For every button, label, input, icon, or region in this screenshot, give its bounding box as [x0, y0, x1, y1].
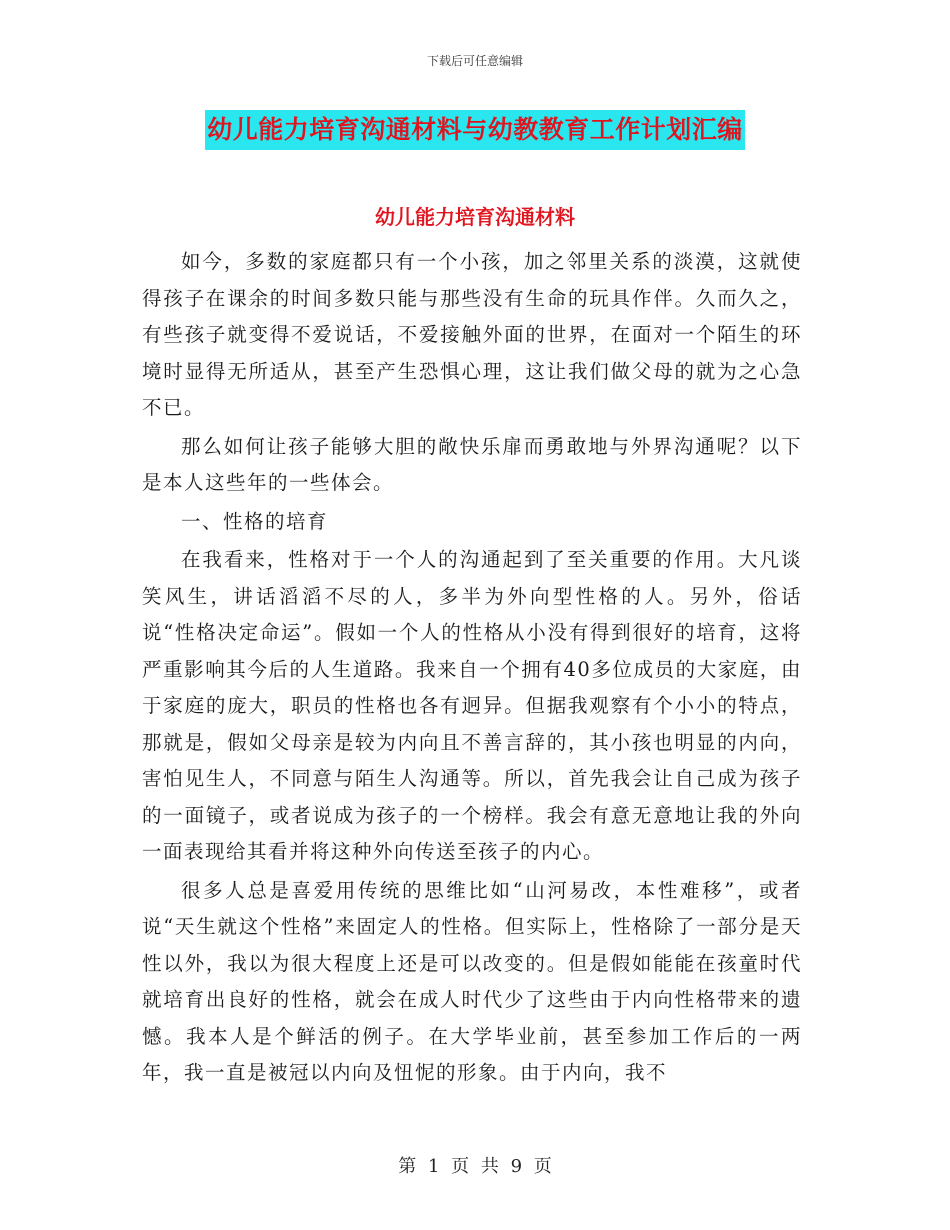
paragraph: 很多人总是喜爱用传统的思维比如“山河易改，本性难移”，或者说“天生就这个性格”来固定人的性格。但实际上，性格除了一部分是天性以外，我以为很大程度上还是可以改变的。但是假如能能在孩童时代就培育出良好的性格，就会在成人时代少了这些由于内向性格带来的遗憾。我本人是个鲜活的例子。在大学毕业前，甚至参加工作后的一两年，我一直是被冠以内向及忸怩的形象。由于内向，我不 — [142, 878, 802, 1084]
body-text — [142, 244, 802, 1094]
subheading: 一、性格的培育 — [181, 509, 329, 533]
document-title: 幼儿能力培育沟通材料与幼教教育工作计划汇编 — [205, 110, 745, 150]
paragraph: 如今，多数的家庭都只有一个小孩，加之邻里关系的淡漠，这就使得孩子在课余的时间多数只能与那些没有生命的玩具作伴。久而久之，有些孩子就变得不爱说话，不爱接触外面的世界，在面对一个陌生的环境时显得无所适从，甚至产生恐惧心理，这让我们做父母的就为之心急不已。 — [142, 250, 802, 419]
paragraph: 那么如何让孩子能够大胆的敞快乐扉而勇敢地与外界沟通呢？以下是本人这些年的一些体会。 — [142, 434, 802, 494]
document-title-container — [0, 110, 950, 150]
paragraph: 在我看来，性格对于一个人的沟通起到了至关重要的作用。大凡谈笑风生，讲话滔滔不尽的人，多半为外向型性格的人。另外，俗话说“性格决定命运”。假如一个人的性格从小没有得到很好的培育，这将严重影响其今后的人生道路。我来自一个拥有40多位成员的大家庭，由于家庭的庞大，职员的性格也各有迥异。但据我观察有个小小的特点，那就是，假如父母亲是较为内向且不善言辞的，其小孩也明显的内向，害怕见生人，不同意与陌生人沟通等。所以，首先我会让自己成为孩子的一面镜子，或者说成为孩子的一个榜样。我会有意无意地让我的外向一面表现给其看并将这种外向传送至孩子的内心。 — [142, 548, 802, 863]
page-footer: 第 1 页 共 9 页 — [398, 1156, 552, 1177]
header-note: 下载后可任意编辑 — [426, 54, 523, 68]
section-title: 幼儿能力培育沟通材料 — [375, 205, 575, 229]
